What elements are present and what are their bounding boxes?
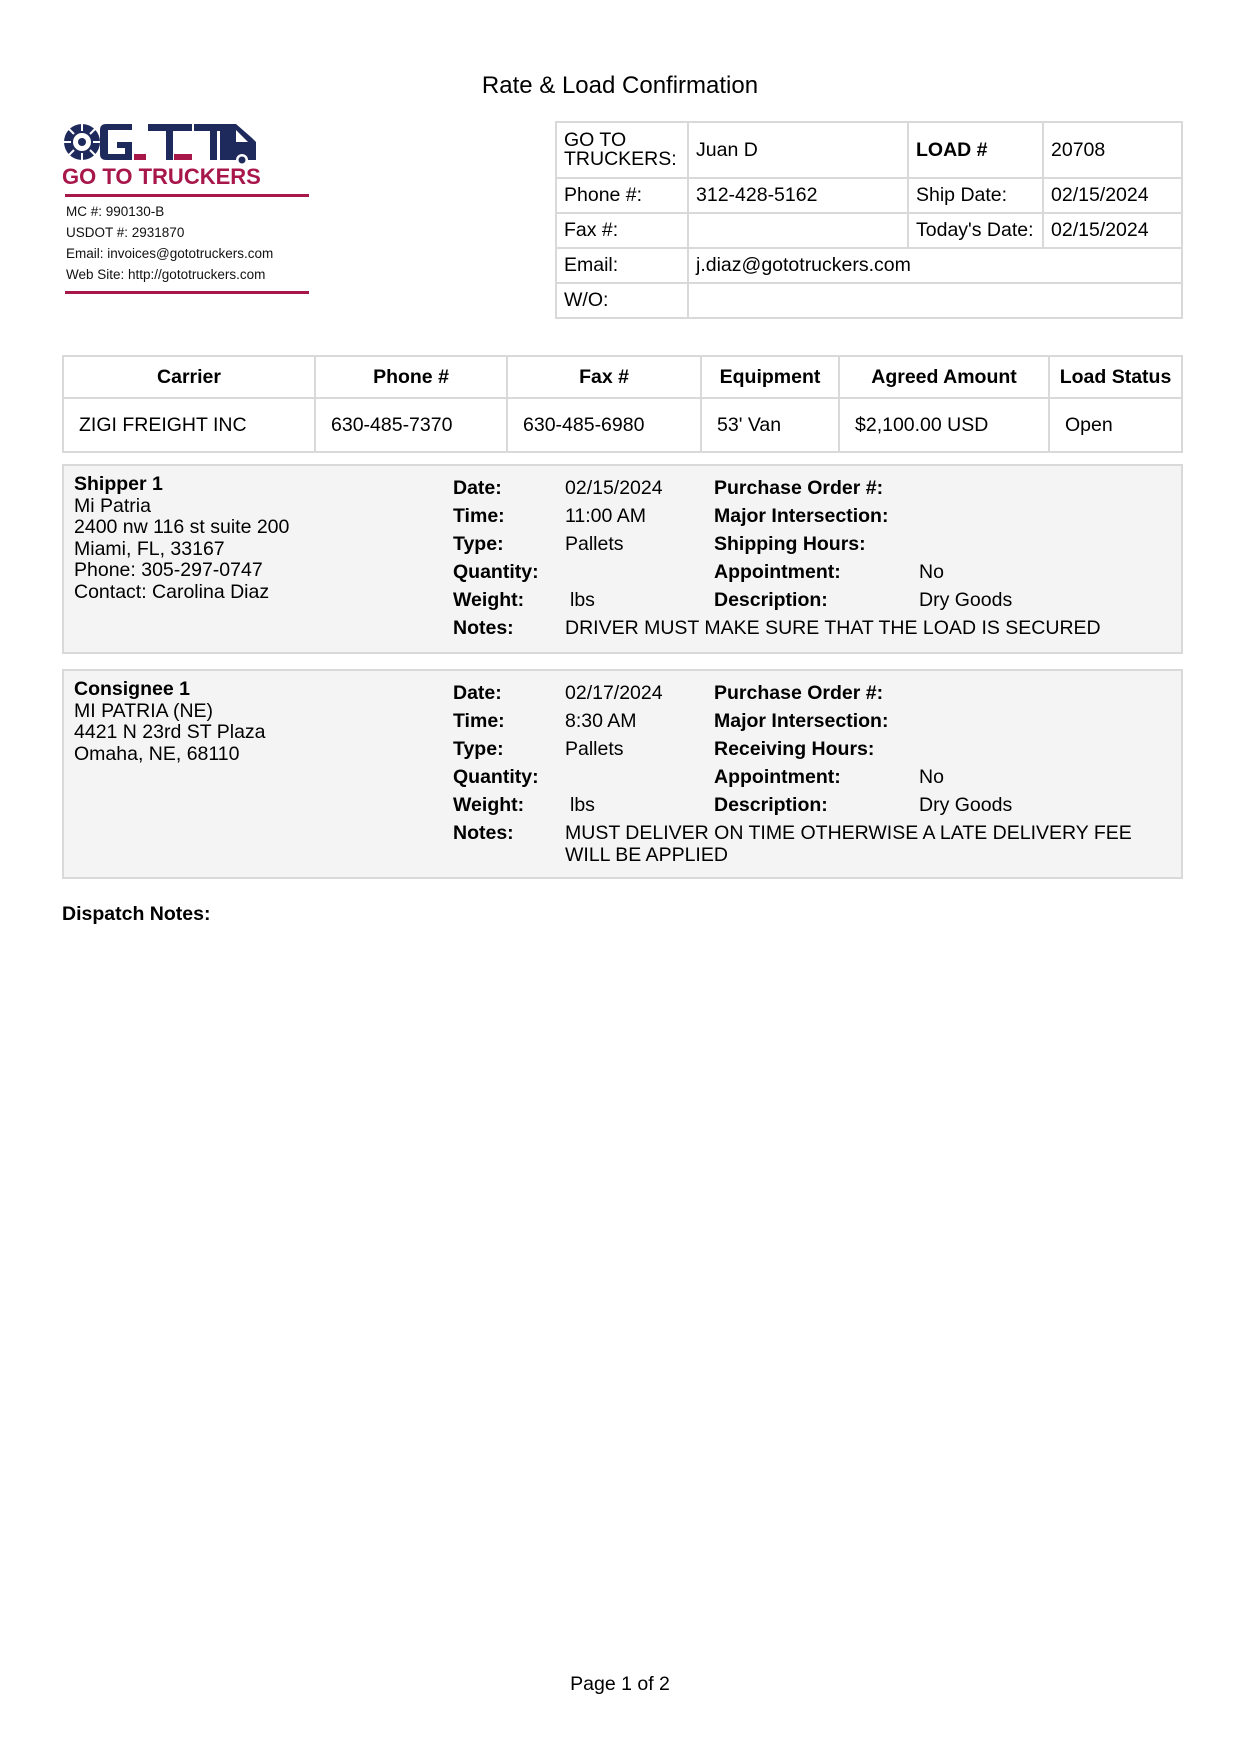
company-website: Web Site: http://gototruckers.com [66,267,266,282]
todays-date-label: Today's Date: [908,213,1043,248]
shipper-address-block [74,474,289,603]
consignee-panel [62,669,1183,879]
shipper-date-label: Date: [453,477,502,499]
shipper-labels-col1 [453,474,539,642]
broker-email-label: Email: [556,248,688,283]
consignee-notes [565,819,1132,866]
shipper-weight: lbs [570,589,595,611]
shipper-time-label: Time: [453,505,505,527]
carrier-row [63,398,1182,452]
shipper-panel [62,464,1183,654]
logo-divider [65,194,309,197]
shipper-time: 11:00 AM [565,505,646,527]
shipper-po-label: Purchase Order #: [714,477,884,499]
shipping-hours-label: Shipping Hours: [714,533,866,555]
document-title: Rate & Load Confirmation [481,72,759,99]
mc-number: MC #: 990130-B [66,204,165,219]
consignee-intersection [919,707,1012,735]
consignee-date: 02/17/2024 [565,682,663,704]
consignee-description: Dry Goods [919,794,1013,816]
broker-contact: Juan D [688,122,908,178]
dispatch-notes-label: Dispatch Notes: [62,903,211,925]
shipper-values-col2 [919,474,1012,614]
carrier-fax: 630-485-6980 [507,398,701,452]
consignee-po-label: Purchase Order #: [714,682,884,704]
shipping-hours [919,530,1012,558]
load-number-label: LOAD # [908,122,1043,178]
shipper-type: Pallets [565,533,624,555]
consignee-type-label: Type: [453,738,504,760]
carrier-phone: 630-485-7370 [315,398,507,452]
agreed-amount-header: Agreed Amount [839,356,1049,398]
consignee-po [919,679,1012,707]
shipper-name: Mi Patria [74,494,151,517]
consignee-address-block [74,679,266,765]
shipper-address-line1: 2400 nw 116 st suite 200 [74,516,290,538]
shipper-description: Dry Goods [919,589,1013,611]
consignee-notes-label: Notes: [453,822,514,844]
shipper-appointment: No [919,561,944,583]
consignee-address-line2: Omaha, NE, 68110 [74,742,240,765]
carrier-header-row [63,356,1182,398]
shipper-description-label: Description: [714,589,828,611]
company-info [66,201,312,285]
shipper-intersection-label: Major Intersection: [714,505,889,527]
fax-header: Fax # [507,356,701,398]
consignee-appointment: No [919,766,944,788]
broker-phone-label: Phone #: [556,178,688,213]
receiving-hours [919,735,1012,763]
equipment-header: Equipment [701,356,839,398]
consignee-name: MI PATRIA (NE) [74,699,214,722]
load-status-header: Load Status [1049,356,1182,398]
company-logo [62,118,312,294]
consignee-type: Pallets [565,738,624,760]
consignee-values-col2 [919,679,1012,819]
consignee-description-label: Description: [714,794,828,816]
load-number: 20708 [1043,122,1182,178]
usdot-number: USDOT #: 2931870 [66,225,185,240]
carrier-header: Carrier [63,356,315,398]
phone-header: Phone # [315,356,507,398]
consignee-notes-line1: MUST DELIVER ON TIME OTHERWISE A LATE DELIVERY FEE [565,822,1132,844]
shipper-phone: Phone: 305-297-0747 [74,559,263,581]
load-status: Open [1049,398,1182,452]
consignee-appointment-label: Appointment: [714,766,841,788]
consignee-notes-line2: WILL BE APPLIED [565,844,728,866]
shipper-intersection [919,502,1012,530]
consignee-intersection-label: Major Intersection: [714,710,889,732]
logo-divider-bottom [65,291,309,294]
consignee-date-label: Date: [453,682,502,704]
tire-icon [64,124,100,160]
broker-phone: 312-428-5162 [688,178,908,213]
broker-fax-label: Fax #: [556,213,688,248]
broker-fax [688,213,908,248]
shipper-title: Shipper 1 [74,473,163,495]
consignee-time: 8:30 AM [565,710,637,732]
company-email: Email: invoices@gototruckers.com [66,246,274,261]
shipper-appointment-label: Appointment: [714,561,841,583]
ship-date-label: Ship Date: [908,178,1043,213]
shipper-type-label: Type: [453,533,504,555]
consignee-weight-label: Weight: [453,794,525,816]
carrier-table [62,355,1183,453]
consignee-quantity-label: Quantity: [453,766,539,788]
gtt-logo-graphic [62,118,312,192]
consignee-labels-col1 [453,679,539,847]
consignee-labels-col2 [714,679,888,819]
shipper-contact: Contact: Carolina Diaz [74,580,270,603]
shipper-po [919,474,1012,502]
consignee-time-label: Time: [453,710,505,732]
carrier-name: ZIGI FREIGHT INC [63,398,315,452]
receiving-hours-label: Receiving Hours: [714,738,875,760]
shipper-labels-col2 [714,474,888,614]
shipper-notes: DRIVER MUST MAKE SURE THAT THE LOAD IS SECURED [565,617,1101,639]
page-number: Page 1 of 2 [570,1673,670,1695]
agreed-amount: $2,100.00 USD [839,398,1049,452]
shipper-quantity-label: Quantity: [453,561,539,583]
broker-email: j.diaz@gototruckers.com [688,248,1182,283]
todays-date: 02/15/2024 [1043,213,1182,248]
consignee-title: Consignee 1 [74,678,190,700]
work-order-label: W/O: [556,283,688,318]
work-order [688,283,1182,318]
broker-company-label: GO TO TRUCKERS: [556,122,688,178]
shipper-weight-label: Weight: [453,589,525,611]
logo-wordmark: GO TO TRUCKERS [62,164,261,189]
shipper-notes-label: Notes: [453,617,514,639]
shipper-address-line2: Miami, FL, 33167 [74,537,225,560]
consignee-weight: lbs [570,794,595,816]
broker-info-table [555,121,1183,319]
ship-date: 02/15/2024 [1043,178,1182,213]
shipper-date: 02/15/2024 [565,477,663,499]
carrier-equipment: 53' Van [701,398,839,452]
consignee-address-line1: 4421 N 23rd ST Plaza [74,721,266,743]
